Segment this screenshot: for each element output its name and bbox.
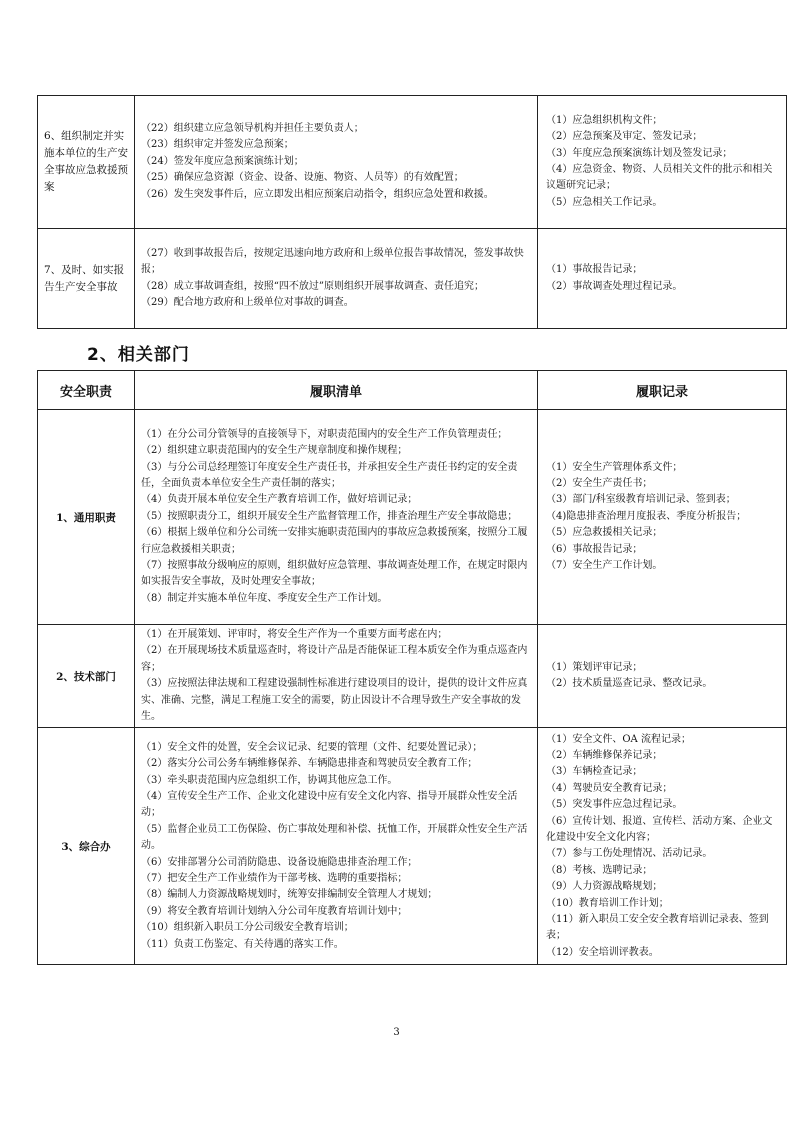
list-item: （9）将安全教育培训计划纳入分公司年度教育培训计划中； [141, 905, 408, 917]
list-item: （28）成立事故调查组，按照“四不放过”原则组织开展事故调查、责任追究； [141, 280, 484, 292]
table-row [38, 410, 787, 625]
list-item: （7）按照事故分级响应的原则，组织做好应急管理、事故调查处理工作，在规定时限内如实报告安全事故，及时处理安全事故； [141, 560, 528, 588]
list-item: （2）落实分公司公务车辆维修保养、车辆隐患排查和驾驶员安全教育工作； [141, 758, 478, 770]
duty-list [135, 229, 538, 329]
list-item: （3）牵头职责范围内应急组织工作，协调其他应急工作。 [141, 774, 398, 786]
list-item: （1）策划评审记录； [546, 661, 643, 673]
list-item: （6）安排部署分公司消防隐患、设备设施隐患排查治理工作； [141, 856, 418, 868]
list-item: （8）制定并实施本单位年度、季度安全生产工作计划。 [141, 592, 388, 604]
list-item: （3）车辆检查记录； [546, 766, 643, 778]
list-item: （7）安全生产工作计划。 [546, 560, 663, 572]
list-item: （1）事故报告记录； [546, 264, 643, 276]
list-item: （4）负责开展本单位安全生产教育培训工作，做好培训记录； [141, 494, 418, 506]
category-cell: 6、组织制定并实施本单位的生产安全事故应急救援预案 [38, 96, 135, 229]
list-item: （25）确保应急资源（资金、设备、设施、物资、人员等）的有效配置； [141, 172, 464, 184]
list-item: （5）按照职责分工，组织开展安全生产监督管理工作，排查治理生产安全事故隐患； [141, 510, 518, 522]
list-item: （2）在开展现场技术质量巡查时，将设计产品是否能保证工程本质安全作为重点巡查内容； [141, 645, 528, 673]
list-item: （1）安全生产管理体系文件； [546, 461, 683, 473]
list-item: （2）应急预案及审定、签发记录； [546, 131, 703, 143]
duty-list [135, 96, 538, 229]
list-item: （7）把安全生产工作业绩作为干部考核、选聘的重要指标； [141, 873, 408, 885]
list-item: （29）配合地方政府和上级单位对事故的调查。 [141, 296, 354, 308]
table-row [38, 728, 787, 965]
list-item: （2）组织建立职责范围内的安全生产规章制度和操作规程； [141, 445, 408, 457]
duty-list [135, 410, 538, 625]
list-item: （5）突发事件应急过程记录。 [546, 799, 683, 811]
list-item: （2）安全生产责任书； [546, 477, 653, 489]
list-item: （5）监督企业员工工伤保险、伤亡事故处理和补偿、抚恤工作，开展群众性安全生产活动。 [141, 823, 528, 852]
record-list [538, 410, 787, 625]
duty-list [135, 728, 538, 965]
list-item: （4)隐患排查治理月度报表、季度分析报告； [546, 510, 747, 522]
list-item: （3）应按照法律法规和工程建设强制性标准进行建设项目的设计，提供的设计文件应真实、准确、完整，满足工程施工安全的需要，防止因设计不合理导致生产安全事故的发生。 [141, 678, 528, 723]
category-cell: 2、技术部门 [38, 625, 135, 728]
list-item: （5）应急救援相关记录； [546, 527, 663, 539]
category-cell: 7、及时、如实报告生产安全事故 [38, 229, 135, 329]
list-item: （6）事故报告记录； [546, 543, 643, 555]
list-item: （1）安全文件的处置，安全会议记录、纪要的管理（文件、纪要处置记录）； [141, 741, 483, 753]
category-cell: 3、综合办 [38, 728, 135, 965]
table-header-row [38, 371, 787, 410]
list-item: （3）与分公司总经理签订年度安全生产责任书，并承担安全生产责任书约定的安全责任，全面负责本单位安全生产责任制的落实； [141, 461, 518, 489]
department-responsibility-table [37, 370, 787, 965]
record-list [538, 229, 787, 329]
list-item: （2）车辆维修保养记录； [546, 750, 663, 761]
list-item: （3）年度应急预案演练计划及签发记录； [546, 147, 733, 159]
list-item: （4）宣传安全生产工作、企业文化建设中应有安全文化内容、指导开展群众性安全活动； [141, 791, 518, 819]
list-item: （24）签发年度应急预案演练计划； [141, 155, 304, 167]
table-row [38, 625, 787, 728]
page-number: 3 [393, 1027, 400, 1038]
list-item: （11）新入职员工安全安全教育培训记录表、签到表； [546, 914, 769, 942]
column-header: 履职记录 [538, 371, 787, 410]
list-item: （6）宣传计划、报道、宣传栏、活动方案、企业文化建设中安全文化内容； [546, 815, 773, 844]
section-heading: 2、相关部门 [87, 345, 190, 365]
list-item: （8）编制人力资源战略规划时，统筹安排编制安全管理人才规划； [141, 889, 438, 901]
list-item: （3）部门/科室级教育培训记录、签到表； [546, 494, 736, 506]
table-row [38, 229, 787, 329]
column-header: 履职清单 [135, 371, 538, 410]
list-item: （2）技术质量巡查记录、整改记录。 [546, 678, 713, 690]
list-item: （4）应急资金、物资、人员相关文件的批示和相关议题研究记录； [546, 164, 773, 192]
list-item: （4）驾驶员安全教育记录； [546, 782, 673, 794]
list-item: （1）安全文件、OA 流程记录； [546, 733, 691, 745]
record-list [538, 96, 787, 229]
list-item: （26）发生突发事件后，应立即发出相应预案启动指令，组织应急处置和救援。 [141, 188, 494, 200]
column-header: 安全职责 [38, 371, 135, 410]
category-cell: 1、通用职责 [38, 410, 135, 625]
duty-list [135, 625, 538, 728]
list-item: （22）组织建立应急领导机构并担任主要负责人； [141, 122, 364, 134]
list-item: （1）应急组织机构文件； [546, 114, 663, 126]
list-item: （1）在开展策划、评审时，将安全生产作为一个重要方面考虑在内； [141, 629, 448, 640]
list-item: （5）应急相关工作记录。 [546, 196, 663, 208]
record-list [538, 625, 787, 728]
list-item: （27）收到事故报告后，按规定迅速向地方政府和上级单位报告事故情况，签发事故快报； [141, 247, 524, 276]
list-item: （10）组织新入职员工分公司级安全教育培训； [141, 922, 354, 934]
list-item: （11）负责工伤鉴定、有关待遇的落实工作。 [141, 938, 344, 950]
list-item: （1）在分公司分管领导的直接领导下，对职责范围内的安全生产工作负管理责任； [141, 428, 508, 440]
list-item: （7）参与工伤处理情况、活动记录。 [546, 848, 713, 860]
responsibility-table-top [37, 95, 787, 329]
list-item: （9）人力资源战略规划； [546, 881, 663, 893]
list-item: （6）根据上级单位和分公司统一安排实施职责范围内的事故应急救援预案，按照分工履行应急救援相关职责； [141, 527, 528, 555]
list-item: （10）教育培训工作计划； [546, 897, 669, 909]
list-item: （12）安全培训评教表。 [546, 946, 659, 958]
list-item: （2）事故调查处理过程记录。 [546, 280, 683, 292]
table-row [38, 96, 787, 229]
list-item: （8）考核、选聘记录； [546, 864, 653, 876]
record-list [538, 728, 787, 965]
list-item: （23）组织审定并签发应急预案； [141, 139, 294, 151]
